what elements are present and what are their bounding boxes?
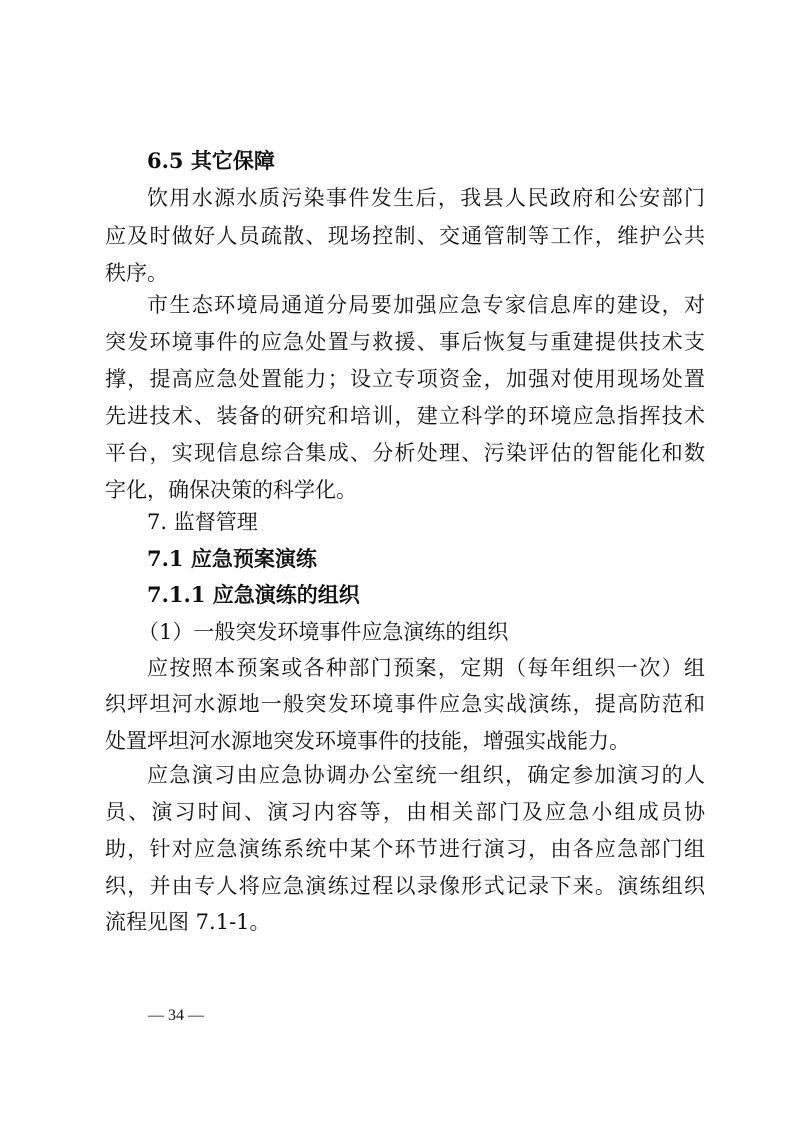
paragraph-line: 应急演习由应急协调办公室统一组织，确定参加演习的人 (147, 763, 705, 787)
page-number: — 34 — (148, 1007, 204, 1024)
paragraph-line: 突发环境事件的应急处置与救援、事后恢复与重建提供技术支 (105, 330, 705, 354)
paragraph-line: 流程见图 7.1-1。 (105, 910, 271, 934)
paragraph-line: 饮用水源水质污染事件发生后，我县人民政府和公安部门 (147, 186, 705, 210)
paragraph-line: 秩序。 (105, 261, 168, 285)
paragraph-line: 助，针对应急演练系统中某个环节进行演习，由各应急部门组 (105, 837, 705, 861)
paragraph-line: 应及时做好人员疏散、现场控制、交通管制等工作，维护公共 (105, 224, 705, 248)
section-heading-7-1: 7.1 应急预案演练 (147, 546, 317, 571)
paragraph-line: 先进技术、装备的研究和培训，建立科学的环境应急指挥技术 (105, 404, 705, 428)
paragraph-line: 市生态环境局通道分局要加强应急专家信息库的建设，对 (147, 293, 705, 317)
paragraph-line: 处置坪坦河水源地突发环境事件的技能，增强实战能力。 (105, 729, 630, 753)
paragraph-line: 平台，实现信息综合集成、分析处理、污染评估的智能化和数 (105, 441, 705, 465)
paragraph-line: 字化，确保决策的科学化。 (105, 478, 357, 502)
section-heading-7-1-1: 7.1.1 应急演练的组织 (147, 582, 360, 607)
paragraph-line: 员、演习时间、演习内容等，由相关部门及应急小组成员协 (105, 800, 705, 824)
paragraph-line: 织坪坦河水源地一般突发环境事件应急实战演练，提高防范和 (105, 692, 705, 716)
paragraph-line: 应按照本预案或各种部门预案，定期（每年组织一次）组 (147, 656, 705, 680)
paragraph-line: 织，并由专人将应急演练过程以录像形式记录下来。演练组织 (105, 874, 705, 898)
section-heading-6-5: 6.5 其它保障 (147, 148, 275, 173)
section-heading-7: 7. 监督管理 (147, 510, 258, 534)
list-item-heading: （1）一般突发环境事件应急演练的组织 (138, 620, 509, 644)
paragraph-line: 撑，提高应急处置能力；设立专项资金，加强对使用现场处置 (105, 367, 705, 391)
